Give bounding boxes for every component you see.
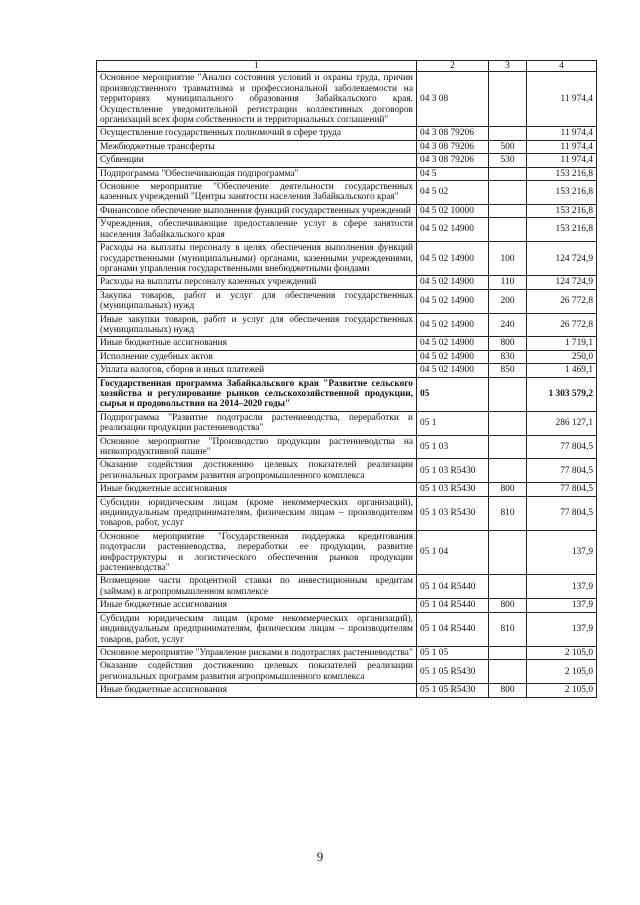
table-row (97, 167, 597, 180)
table-row (97, 204, 597, 217)
expense-type-cell (489, 646, 527, 659)
expense-name-cell: Исполнение судебных актов (97, 350, 417, 363)
table-row (97, 313, 597, 337)
table-row (97, 218, 597, 242)
amount-cell: 153 216,8 (527, 204, 597, 217)
column-header-2: 2 (417, 61, 489, 72)
table-row (97, 242, 597, 276)
expense-type-cell: 800 (489, 684, 527, 697)
amount-cell: 286 127,1 (527, 411, 597, 435)
target-code-cell: 04 5 02 (417, 181, 489, 205)
column-header-4: 4 (527, 61, 597, 72)
table-row (97, 72, 597, 127)
expense-name-cell: Иные бюджетные ассигнования (97, 337, 417, 350)
expense-type-cell: 530 (489, 154, 527, 167)
amount-cell: 137,9 (527, 530, 597, 575)
amount-cell: 11 974,4 (527, 72, 597, 127)
amount-cell: 1 303 579,2 (527, 377, 597, 411)
amount-cell: 153 216,8 (527, 167, 597, 180)
amount-cell: 11 974,4 (527, 140, 597, 153)
expense-type-cell: 100 (489, 242, 527, 276)
expense-type-cell (489, 167, 527, 180)
table-row (97, 684, 597, 697)
expense-type-cell: 830 (489, 350, 527, 363)
expense-name-cell: Иные бюджетные ассигнования (97, 684, 417, 697)
budget-table (96, 60, 597, 698)
expense-name-cell: Расходы на выплаты персоналу в целях обеспечения выполнения функций государственными (муниципальными) органами, казенными учреждениями, органами управления государственными внебюджетными фондами (97, 242, 417, 276)
amount-cell: 1 719,1 (527, 337, 597, 350)
amount-cell: 26 772,8 (527, 313, 597, 337)
expense-name-cell: Субсидии юридическим лицам (кроме некоммерческих организаций), индивидуальным предпринимателям, физическим лицам – производителям товаров, работ, услуг (97, 612, 417, 646)
table-row (97, 154, 597, 167)
expense-type-cell: 800 (489, 599, 527, 612)
target-code-cell: 05 1 (417, 411, 489, 435)
target-code-cell: 04 3 08 79206 (417, 154, 489, 167)
expense-name-cell: Основное мероприятие "Государственная поддержка кредитования подотрасли растениеводства, переработки ее продукции, развитие инфраструктуры и логистического обеспечения рынков продукции растениеводства" (97, 530, 417, 575)
amount-cell: 2 105,0 (527, 646, 597, 659)
expense-name-cell: Уплата налогов, сборов и иных платежей (97, 364, 417, 377)
expense-type-cell (489, 660, 527, 684)
target-code-cell: 04 5 02 14900 (417, 350, 489, 363)
amount-cell: 77 804,5 (527, 459, 597, 483)
expense-type-cell: 500 (489, 140, 527, 153)
target-code-cell: 05 1 04 R5440 (417, 575, 489, 599)
amount-cell: 137,9 (527, 575, 597, 599)
expense-type-cell (489, 218, 527, 242)
expense-name-cell: Оказание содействия достижению целевых показателей реализации региональных программ развития агропромышленного комплекса (97, 459, 417, 483)
target-code-cell: 05 1 04 R5440 (417, 599, 489, 612)
amount-cell: 26 772,8 (527, 289, 597, 313)
target-code-cell: 05 1 03 (417, 435, 489, 459)
expense-type-cell: 110 (489, 276, 527, 289)
amount-cell: 11 974,4 (527, 127, 597, 140)
amount-cell: 137,9 (527, 599, 597, 612)
expense-name-cell: Основное мероприятие "Обеспечение деятельности государственных казенных учреждений "Центры занятости населения Забайкальского края" (97, 181, 417, 205)
expense-name-cell: Учреждения, обеспечивающие предоставление услуг в сфере занятости населения Забайкальского края (97, 218, 417, 242)
target-code-cell: 04 5 02 10000 (417, 204, 489, 217)
amount-cell: 153 216,8 (527, 218, 597, 242)
table-row (97, 127, 597, 140)
table-row (97, 483, 597, 496)
expense-type-cell: 800 (489, 337, 527, 350)
expense-name-cell: Основное мероприятие "Производство продукции растениеводства на низкопродуктивной пашне" (97, 435, 417, 459)
target-code-cell: 04 5 02 14900 (417, 313, 489, 337)
table-row (97, 276, 597, 289)
target-code-cell: 04 5 02 14900 (417, 218, 489, 242)
table-row (97, 646, 597, 659)
target-code-cell: 04 5 02 14900 (417, 337, 489, 350)
target-code-cell: 04 3 08 (417, 72, 489, 127)
table-header-row (97, 61, 597, 72)
table-row (97, 350, 597, 363)
page-number: 9 (316, 849, 324, 864)
amount-cell: 124 724,9 (527, 242, 597, 276)
expense-type-cell (489, 575, 527, 599)
table-row (97, 459, 597, 483)
target-code-cell: 04 3 08 79206 (417, 127, 489, 140)
expense-type-cell (489, 459, 527, 483)
expense-name-cell: Иные закупки товаров, работ и услуг для обеспечения государственных (муниципальных) нужд (97, 313, 417, 337)
expense-name-cell: Возмещение части процентной ставки по инвестиционным кредитам (займам) в агропромышленном комплексе (97, 575, 417, 599)
table-row (97, 181, 597, 205)
amount-cell: 2 105,0 (527, 684, 597, 697)
table-row (97, 530, 597, 575)
target-code-cell: 05 1 05 R5430 (417, 660, 489, 684)
expense-type-cell (489, 204, 527, 217)
expense-name-cell: Закупка товаров, работ и услуг для обеспечения государственных (муниципальных) нужд (97, 289, 417, 313)
expense-type-cell: 850 (489, 364, 527, 377)
target-code-cell: 04 5 02 14900 (417, 276, 489, 289)
table-row (97, 599, 597, 612)
expense-name-cell: Подпрограмма "Обеспечивающая подпрограмма" (97, 167, 417, 180)
column-header-1: 1 (97, 61, 417, 72)
table-row (97, 364, 597, 377)
target-code-cell: 04 5 (417, 167, 489, 180)
table-row (97, 140, 597, 153)
expense-type-cell (489, 72, 527, 127)
table-row (97, 289, 597, 313)
expense-name-cell: Иные бюджетные ассигнования (97, 599, 417, 612)
expense-name-cell: Иные бюджетные ассигнования (97, 483, 417, 496)
expense-name-cell: Основное мероприятие "Управление рисками в подотраслях растениеводства" (97, 646, 417, 659)
expense-type-cell: 810 (489, 612, 527, 646)
target-code-cell: 05 1 03 R5430 (417, 483, 489, 496)
expense-type-cell (489, 435, 527, 459)
expense-name-cell: Основное мероприятие "Анализ состояния условий и охраны труда, причин производственного травматизма и профессиональной заболеваемости на территориях муниципального образования Забайкальского края. Осуществление уведомительной регистрации коллективных договоров организаций всех форм собственности и территориальных соглашений" (97, 72, 417, 127)
target-code-cell: 05 1 05 R5430 (417, 684, 489, 697)
expense-name-cell: Субвенции (97, 154, 417, 167)
amount-cell: 11 974,4 (527, 154, 597, 167)
expense-type-cell (489, 530, 527, 575)
amount-cell: 77 804,5 (527, 496, 597, 530)
expense-type-cell: 200 (489, 289, 527, 313)
expense-name-cell: Государственная программа Забайкальского края "Развитие сельского хозяйства и регулирование рынков сельскохозяйственной продукции, сырья и продовольствия на 2014–2020 годы" (97, 377, 417, 411)
expense-name-cell: Расходы на выплаты персоналу казенных учреждений (97, 276, 417, 289)
target-code-cell: 05 1 05 (417, 646, 489, 659)
column-header-3: 3 (489, 61, 527, 72)
expense-type-cell (489, 411, 527, 435)
expense-name-cell: Субсидии юридическим лицам (кроме некоммерческих организаций), индивидуальным предпринимателям, физическим лицам – производителям товаров, работ, услуг (97, 496, 417, 530)
target-code-cell: 05 1 04 (417, 530, 489, 575)
target-code-cell: 05 1 03 R5430 (417, 496, 489, 530)
expense-type-cell (489, 181, 527, 205)
expense-type-cell (489, 377, 527, 411)
expense-name-cell: Финансовое обеспечение выполнения функций государственных учреждений (97, 204, 417, 217)
table-row (97, 337, 597, 350)
target-code-cell: 04 5 02 14900 (417, 364, 489, 377)
target-code-cell: 04 5 02 14900 (417, 289, 489, 313)
amount-cell: 137,9 (527, 612, 597, 646)
expense-type-cell: 240 (489, 313, 527, 337)
amount-cell: 77 804,5 (527, 483, 597, 496)
table-row (97, 435, 597, 459)
amount-cell: 77 804,5 (527, 435, 597, 459)
expense-type-cell: 800 (489, 483, 527, 496)
target-code-cell: 04 5 02 14900 (417, 242, 489, 276)
amount-cell: 1 469,1 (527, 364, 597, 377)
amount-cell: 153 216,8 (527, 181, 597, 205)
amount-cell: 2 105,0 (527, 660, 597, 684)
expense-name-cell: Осуществление государственных полномочий в сфере труда (97, 127, 417, 140)
target-code-cell: 04 3 08 79206 (417, 140, 489, 153)
expense-name-cell: Оказание содействия достижению целевых показателей реализации региональных программ развития агропромышленного комплекса (97, 660, 417, 684)
amount-cell: 124 724,9 (527, 276, 597, 289)
expense-name-cell: Подпрограмма "Развитие подотрасли растениеводства, переработки и реализации продукции растениеводства" (97, 411, 417, 435)
expense-type-cell (489, 127, 527, 140)
target-code-cell: 05 1 04 R5440 (417, 612, 489, 646)
amount-cell: 250,0 (527, 350, 597, 363)
table-row (97, 377, 597, 411)
table-row (97, 496, 597, 530)
table-row (97, 612, 597, 646)
expense-name-cell: Межбюджетные трансферты (97, 140, 417, 153)
target-code-cell: 05 (417, 377, 489, 411)
target-code-cell: 05 1 03 R5430 (417, 459, 489, 483)
table-row (97, 575, 597, 599)
table-row (97, 411, 597, 435)
table-row (97, 660, 597, 684)
expense-type-cell: 810 (489, 496, 527, 530)
